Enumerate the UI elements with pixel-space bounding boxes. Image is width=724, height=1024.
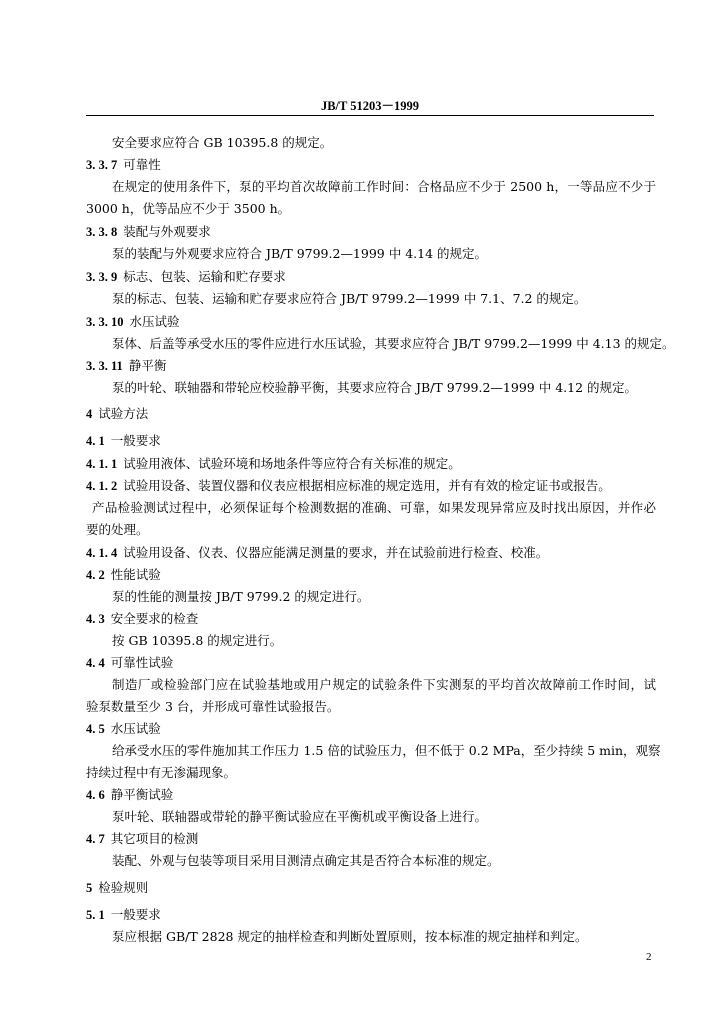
clause-number: 4. 1. 1 bbox=[86, 457, 118, 471]
section-heading bbox=[86, 432, 656, 450]
clause-number: 4. 2 bbox=[86, 568, 105, 582]
header-rule bbox=[86, 115, 654, 116]
clause-text: 泵叶轮、联轴器或带轮的静平衡试验应在平衡机或平衡设备上进行。 bbox=[112, 809, 488, 824]
clause-title: 其它项目的检测 bbox=[110, 831, 199, 846]
clause-text: 持续过程中有无渗漏现象。 bbox=[86, 765, 237, 780]
clause-number: 4. 1. 2 bbox=[86, 479, 118, 493]
clause-text: 泵的性能的测量按 JB/T 9799.2 的规定进行。 bbox=[112, 589, 370, 604]
section-heading bbox=[86, 357, 656, 375]
paragraph-line bbox=[112, 852, 656, 870]
paragraph-line bbox=[86, 200, 656, 218]
paragraph-line bbox=[112, 742, 661, 760]
paragraph-line bbox=[92, 499, 656, 517]
clause-title: 标志、包装、运输和贮存要求 bbox=[123, 269, 286, 284]
clause-number: 4. 5 bbox=[86, 722, 105, 736]
clause-text: 给承受水压的零件施加其工作压力 1.5 倍的试验压力，但不低于 0.2 MPa，至少持续 5 min，观察 bbox=[112, 743, 661, 758]
section-heading bbox=[86, 223, 656, 241]
clause-text: 制造厂或检验部门应在试验基地或用户规定的试验条件下实测泵的平均首次故障前工作时间，试 bbox=[112, 677, 656, 692]
section-heading bbox=[86, 156, 656, 174]
clause-title: 水压试验 bbox=[110, 721, 161, 736]
clause-text: 3000 h，优等品应不少于 3500 h。 bbox=[86, 201, 291, 216]
clause-text: 装配、外观与包装等项目采用目测清点确定其是否符合本标准的规定。 bbox=[112, 853, 500, 868]
paragraph-line bbox=[112, 632, 656, 650]
paragraph-line bbox=[112, 676, 656, 694]
clause-number: 4. 1. 4 bbox=[86, 546, 118, 560]
clause-text: 泵体、后盖等承受水压的零件应进行水压试验，其要求应符合 JB/T 9799.2—1999 中 4.13 的规定。 bbox=[112, 336, 675, 351]
paragraph-line bbox=[86, 764, 656, 782]
paragraph-line bbox=[86, 698, 656, 716]
clause-text: 按 GB 10395.8 的规定进行。 bbox=[112, 633, 283, 648]
clause-title: 安全要求的检查 bbox=[110, 611, 199, 626]
clause-text: 安全要求应符合 GB 10395.8 的规定。 bbox=[112, 135, 333, 150]
clause-number: 4. 7 bbox=[86, 832, 105, 846]
paragraph-line bbox=[112, 335, 675, 353]
clause-text: 产品检验测试过程中，必须保证每个检测数据的准确、可靠，如果发现异常应及时找出原因，并作必 bbox=[92, 500, 656, 515]
paragraph-line bbox=[112, 379, 656, 397]
clause-title: 试验方法 bbox=[98, 406, 149, 421]
clause-number: 3. 3. 8 bbox=[86, 225, 118, 239]
clause-number: 5 bbox=[86, 881, 93, 895]
clause-title: 静平衡 bbox=[128, 358, 167, 373]
clause-title: 检验规则 bbox=[98, 880, 149, 895]
clause-number: 3. 3. 9 bbox=[86, 270, 118, 284]
clause-title: 静平衡试验 bbox=[110, 787, 174, 802]
section-heading bbox=[86, 906, 656, 924]
clause-text: 泵的叶轮、联轴器和带轮应校验静平衡，其要求应符合 JB/T 9799.2—1999 中 4.12 的规定。 bbox=[112, 380, 637, 395]
clause-title: 性能试验 bbox=[110, 567, 161, 582]
clause-text: 泵的标志、包装、运输和贮存要求应符合 JB/T 9799.2—1999 中 7.1、7.2 的规定。 bbox=[112, 291, 587, 306]
clause-text: 在规定的使用条件下，泵的平均首次故障前工作时间：合格品应不少于 2500 h，一等品应不少于 bbox=[112, 179, 656, 194]
clause-title: 试验用液体、试验环境和场地条件等应符合有关标准的规定。 bbox=[123, 456, 461, 471]
paragraph-line bbox=[112, 178, 656, 196]
paragraph-line bbox=[112, 928, 656, 946]
section-heading bbox=[86, 477, 656, 495]
clause-number: 3. 3. 7 bbox=[86, 158, 118, 172]
clause-title: 可靠性试验 bbox=[110, 655, 174, 670]
clause-number: 4. 3 bbox=[86, 612, 105, 626]
paragraph-line bbox=[112, 290, 656, 308]
clause-title: 一般要求 bbox=[110, 907, 161, 922]
section-heading bbox=[86, 544, 656, 562]
paragraph-line bbox=[112, 134, 656, 152]
section-heading bbox=[86, 786, 656, 804]
section-heading bbox=[86, 720, 656, 738]
clause-number: 3. 3. 11 bbox=[86, 359, 123, 373]
clause-title: 试验用设备、仪表、仪器应能满足测量的要求，并在试验前进行检查、校准。 bbox=[123, 545, 549, 560]
paragraph-line bbox=[112, 808, 656, 826]
paragraph-line bbox=[112, 245, 656, 263]
clause-number: 4. 4 bbox=[86, 656, 105, 670]
section-heading bbox=[86, 566, 656, 584]
clause-number: 4 bbox=[86, 407, 93, 421]
clause-number: 3. 3. 10 bbox=[86, 315, 124, 329]
clause-text: 要的处理。 bbox=[86, 522, 149, 537]
clause-number: 4. 6 bbox=[86, 788, 105, 802]
section-heading bbox=[86, 610, 656, 628]
page-header: JB/T 51203－1999 bbox=[320, 99, 420, 113]
clause-title: 试验用设备、装置仪器和仪表应根据相应标准的规定选用，并有有效的检定证书或报告。 bbox=[123, 478, 611, 493]
clause-title: 装配与外观要求 bbox=[123, 224, 211, 239]
section-heading bbox=[86, 879, 656, 897]
clause-title: 水压试验 bbox=[129, 314, 180, 329]
paragraph-line bbox=[112, 588, 656, 606]
paragraph-line bbox=[86, 521, 656, 539]
clause-text: 泵应根据 GB/T 2828 规定的抽样检查和判断处置原则，按本标准的规定抽样和判定。 bbox=[112, 929, 588, 944]
clause-text: 泵的装配与外观要求应符合 JB/T 9799.2—1999 中 4.14 的规定。 bbox=[112, 246, 487, 261]
clause-title: 可靠性 bbox=[123, 157, 161, 172]
section-heading bbox=[86, 268, 656, 286]
section-heading bbox=[86, 313, 656, 331]
page-number: 2 bbox=[646, 951, 652, 963]
clause-number: 4. 1 bbox=[86, 434, 105, 448]
section-heading bbox=[86, 830, 656, 848]
clause-title: 一般要求 bbox=[110, 433, 161, 448]
clause-text: 验泵数量至少 3 台，并形成可靠性试验报告。 bbox=[86, 699, 340, 714]
section-heading bbox=[86, 654, 656, 672]
clause-number: 5. 1 bbox=[86, 908, 105, 922]
section-heading bbox=[86, 405, 656, 423]
section-heading bbox=[86, 455, 656, 473]
